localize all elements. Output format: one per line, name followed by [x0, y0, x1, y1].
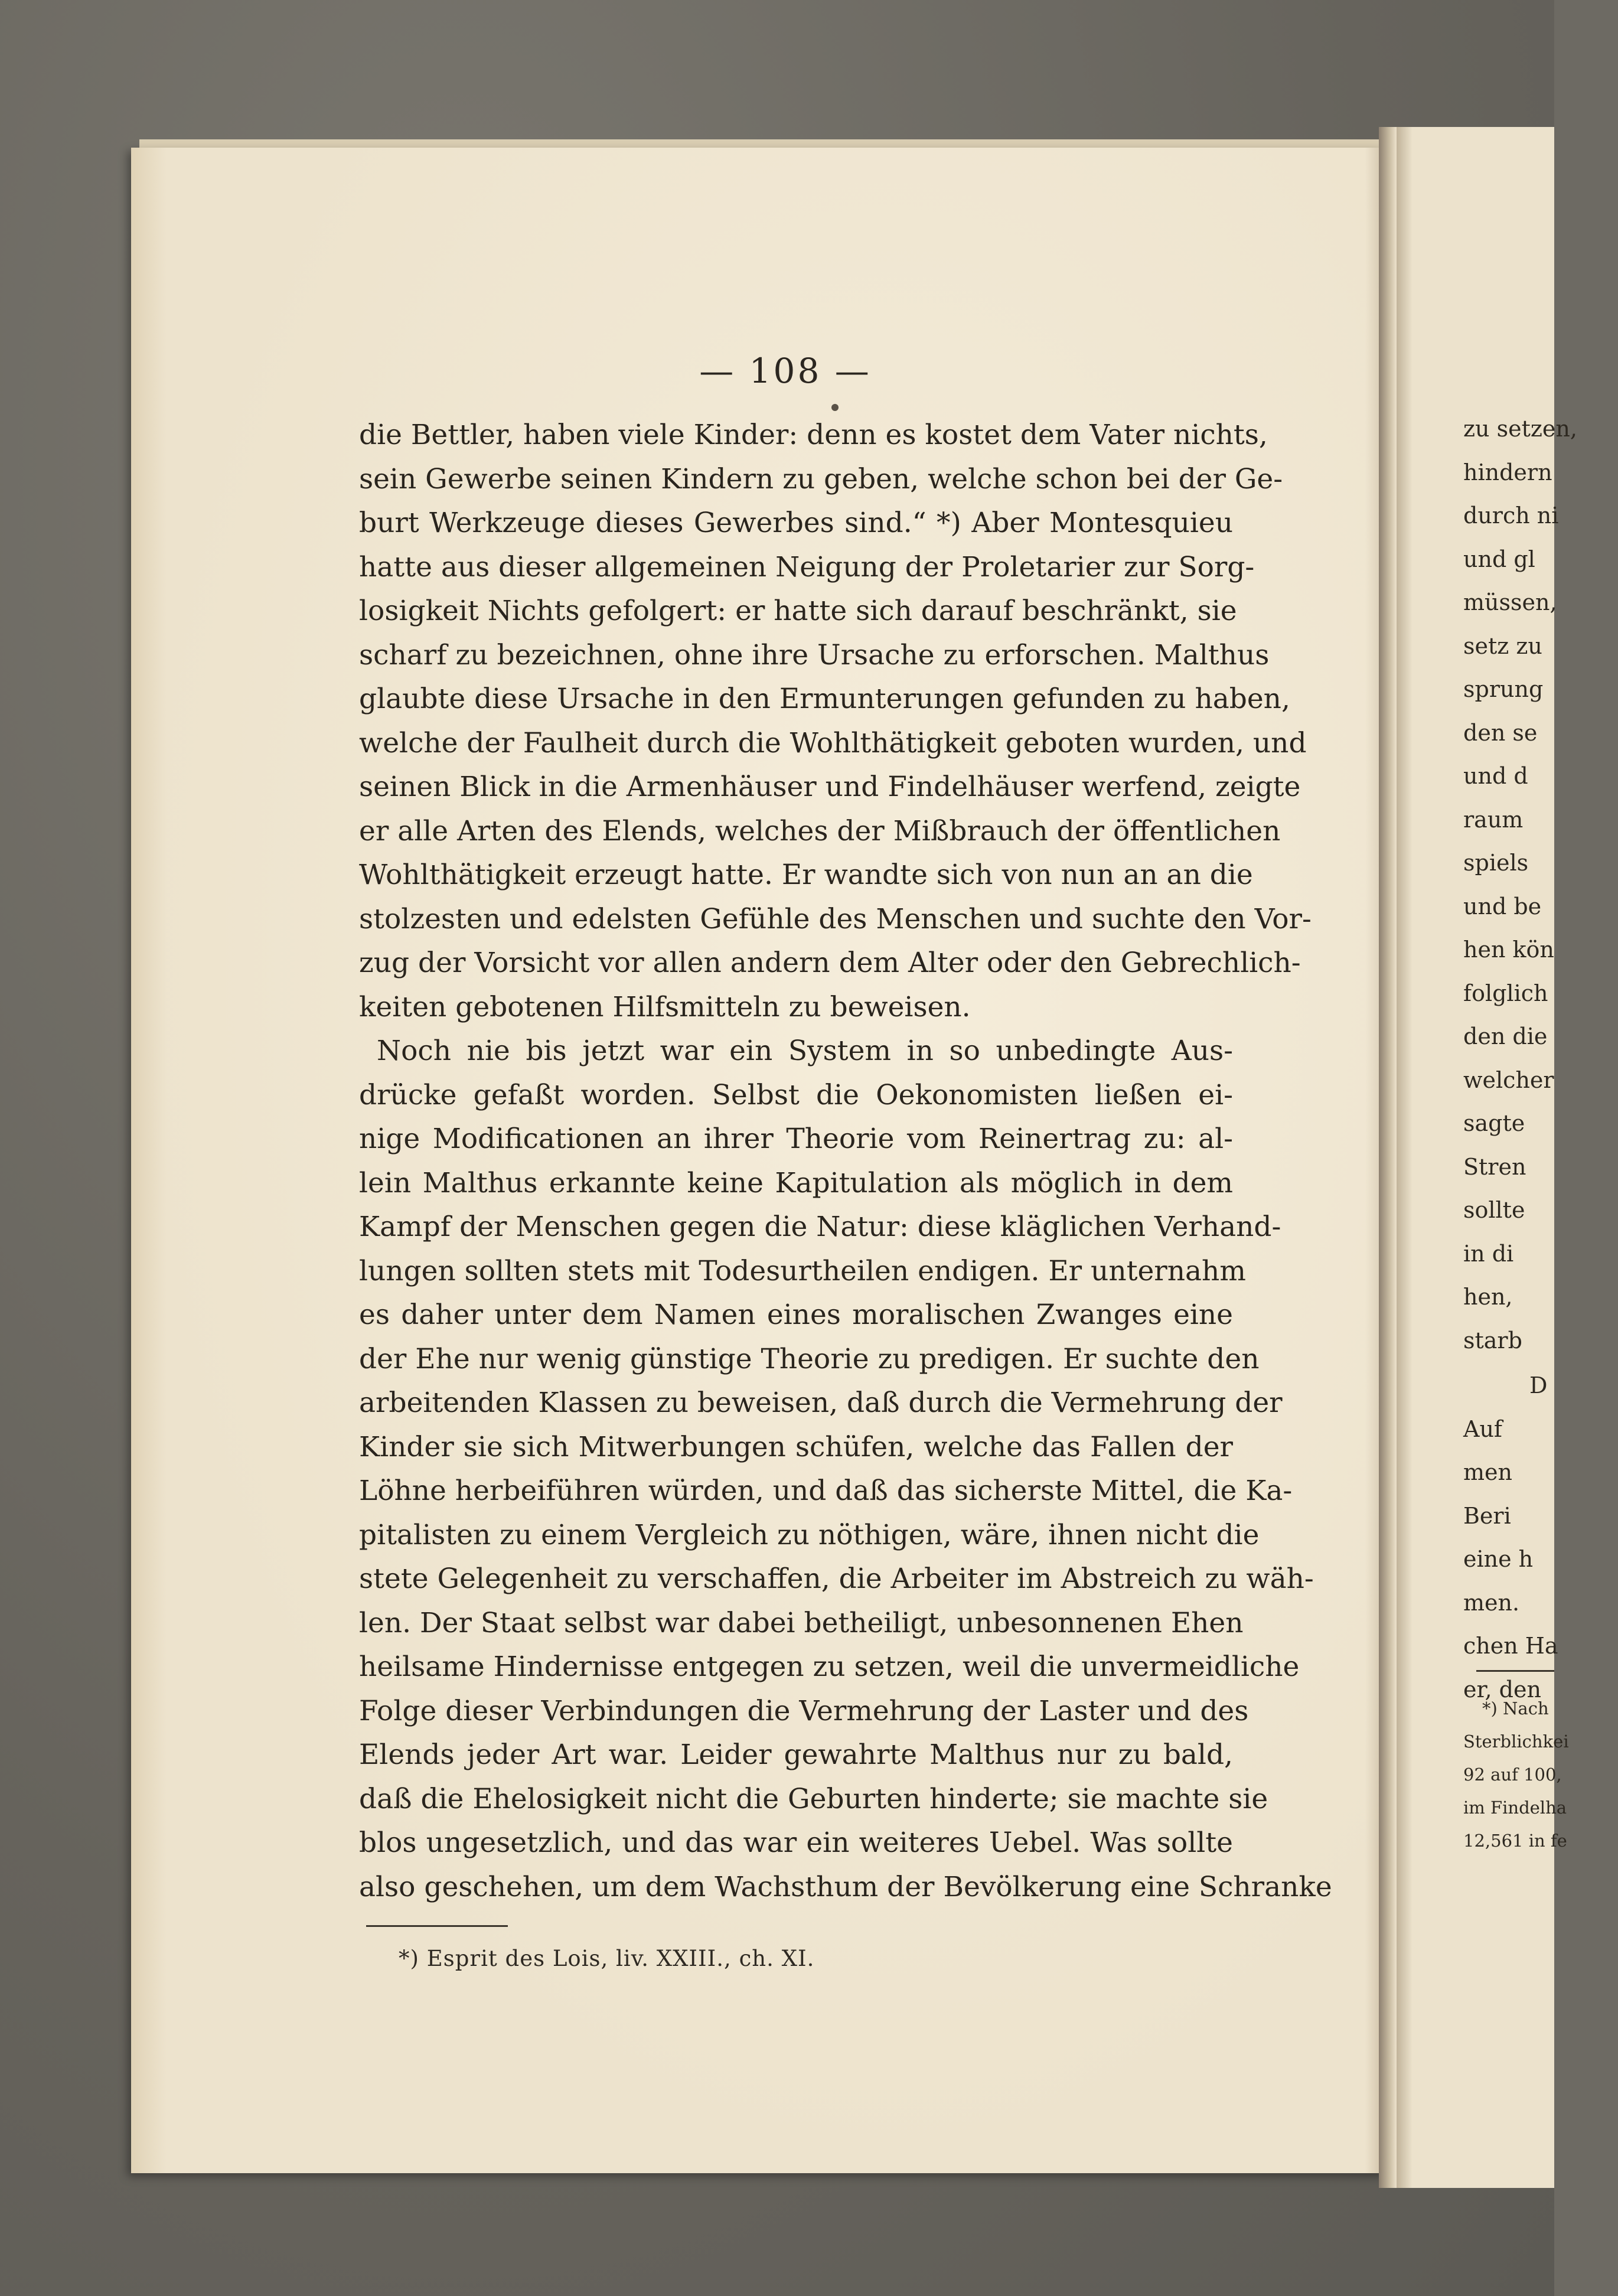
text-line: scharf zu bezeichnen, ohne ihre Ursache zu erforschen. Malthus [359, 638, 1270, 671]
text-line: also geschehen, um dem Wachsthum der Bevölkerung eine Schranke [359, 1870, 1332, 1903]
right-footnote-line: *) Nach [1482, 1698, 1549, 1718]
right-footnote-line: 92 auf 100, [1463, 1765, 1562, 1785]
text-line: burt Werkzeuge dieses Gewerbes sind.“ *) Aber Montesquieu [359, 507, 1233, 539]
text-line: heilsame Hindernisse entgegen zu setzen, weil die unvermeidliche [359, 1651, 1300, 1683]
footnote-rule [366, 1925, 508, 1927]
right-page-line: er, den [1463, 1676, 1541, 1703]
right-page-line: chen Ha [1463, 1633, 1558, 1659]
right-page-line: durch ni [1463, 503, 1559, 529]
right-page-line: Auf [1463, 1416, 1502, 1442]
right-page-line: sprung [1463, 676, 1544, 702]
right-page-line: welcher [1463, 1067, 1554, 1093]
right-page-line: men [1463, 1459, 1512, 1485]
right-page-line: setz zu [1463, 632, 1542, 659]
text-line: drücke gefaßt worden. Selbst die Oekonomisten ließen ei- [359, 1078, 1233, 1111]
right-page-line: raum [1463, 806, 1524, 833]
body-text [359, 413, 1332, 1909]
right-page-line: sollte [1463, 1197, 1525, 1223]
right-page-line: und be [1463, 893, 1542, 919]
text-line: seinen Blick in die Armenhäuser und Findelhäuser werfend, zeigte [359, 771, 1301, 803]
text-line: lungen sollten stets mit Todesurtheilen endigen. Er unternahm [359, 1254, 1246, 1287]
right-page-line: Beri [1463, 1502, 1511, 1529]
right-footnote-line: im Findelha [1463, 1798, 1567, 1818]
text-line: Wohlthätigkeit erzeugt hatte. Er wandte sich von nun an an die [359, 859, 1253, 891]
right-page-line: Stren [1463, 1153, 1526, 1180]
right-page-line: zu setzen, [1463, 416, 1577, 442]
right-footnote-line: Sterblichkei [1463, 1731, 1569, 1752]
text-line: stete Gelegenheit zu verschaffen, die Arbeiter im Abstreich zu wäh- [359, 1563, 1314, 1595]
text-line: welche der Faulheit durch die Wohlthätigkeit geboten wurden, und [359, 726, 1307, 759]
right-page-line: starb [1463, 1327, 1522, 1354]
right-page-line: und gl [1463, 546, 1535, 572]
text-line: zug der Vorsicht vor allen andern dem Alter oder den Gebrechlich- [359, 947, 1301, 979]
right-page-line: spiels [1463, 850, 1529, 876]
right-page-line: eine h [1463, 1546, 1534, 1572]
text-line: glaubte diese Ursache in den Ermunterungen gefunden zu haben, [359, 683, 1290, 715]
text-line: losigkeit Nichts gefolgert: er hatte sich darauf beschränkt, sie [359, 595, 1237, 627]
text-line: sein Gewerbe seinen Kindern zu geben, welche schon bei der Ge- [359, 462, 1283, 495]
text-line: lein Malthus erkannte keine Kapitulation als möglich in dem [359, 1166, 1233, 1199]
text-line: Noch nie bis jetzt war ein System in so unbedingte Aus- [377, 1035, 1233, 1067]
text-line: nige Modificationen an ihrer Theorie vom Reinertrag zu: al- [359, 1123, 1233, 1155]
text-line: die Bettler, haben viele Kinder: denn es kostet dem Vater nichts, [359, 419, 1268, 451]
footnote: *) Esprit des Lois, liv. XXIII., ch. XI. [399, 1946, 815, 1971]
right-footnote-rule [1476, 1670, 1554, 1672]
right-page-line: sagte [1463, 1110, 1525, 1136]
text-line: blos ungesetzlich, und das war ein weiteres Uebel. Was sollte [359, 1827, 1233, 1859]
right-footnote-line: 12,561 in fe [1463, 1831, 1567, 1851]
right-page-line: D [1529, 1372, 1548, 1398]
right-page-line: men. [1463, 1589, 1520, 1616]
text-line: keiten gebotenen Hilfsmitteln zu beweisen. [359, 990, 971, 1023]
text-line: er alle Arten des Elends, welches der Mißbrauch der öffentlichen [359, 814, 1281, 847]
text-line: Kampf der Menschen gegen die Natur: diese kläglichen Verhand- [359, 1211, 1281, 1243]
text-line: arbeitenden Klassen zu beweisen, daß durch die Vermehrung der [359, 1387, 1283, 1419]
text-line: Folge dieser Verbindungen die Vermehrung der Laster und des [359, 1694, 1249, 1727]
text-line: daß die Ehelosigkeit nicht die Geburten hinderte; sie machte sie [359, 1782, 1268, 1815]
text-line: der Ehe nur wenig günstige Theorie zu predigen. Er suchte den [359, 1342, 1260, 1375]
right-page-line: müssen, [1463, 589, 1557, 615]
text-line: es daher unter dem Namen eines moralischen Zwanges eine [359, 1299, 1233, 1331]
text-line: Kinder sie sich Mitwerbungen schüfen, welche das Fallen der [359, 1430, 1233, 1463]
text-line: stolzesten und edelsten Gefühle des Menschen und suchte den Vor- [359, 902, 1312, 935]
text-line: Elends jeder Art war. Leider gewahrte Malthus nur zu bald, [359, 1739, 1233, 1771]
text-line: hatte aus dieser allgemeinen Neigung der Proletarier zur Sorg- [359, 550, 1255, 583]
right-page-line: den se [1463, 719, 1538, 746]
book-gutter [1379, 127, 1397, 2188]
page-number: — 108 — [699, 351, 872, 391]
right-page-line: den die [1463, 1023, 1548, 1049]
right-page-line: folglich [1463, 980, 1548, 1006]
text-line: Löhne herbeiführen würden, und daß das sicherste Mittel, die Ka- [359, 1475, 1293, 1507]
right-page-line: hen, [1463, 1284, 1513, 1310]
right-page-line: hindern [1463, 459, 1552, 485]
right-page-line: hen kön [1463, 937, 1554, 963]
right-page-line: in di [1463, 1240, 1514, 1267]
ink-speck [831, 404, 839, 411]
right-page-line: und d [1463, 763, 1528, 789]
text-line: len. Der Staat selbst war dabei betheiligt, unbesonnenen Ehen [359, 1606, 1244, 1639]
text-line: pitalisten zu einem Vergleich zu nöthigen, wäre, ihnen nicht die [359, 1518, 1260, 1551]
